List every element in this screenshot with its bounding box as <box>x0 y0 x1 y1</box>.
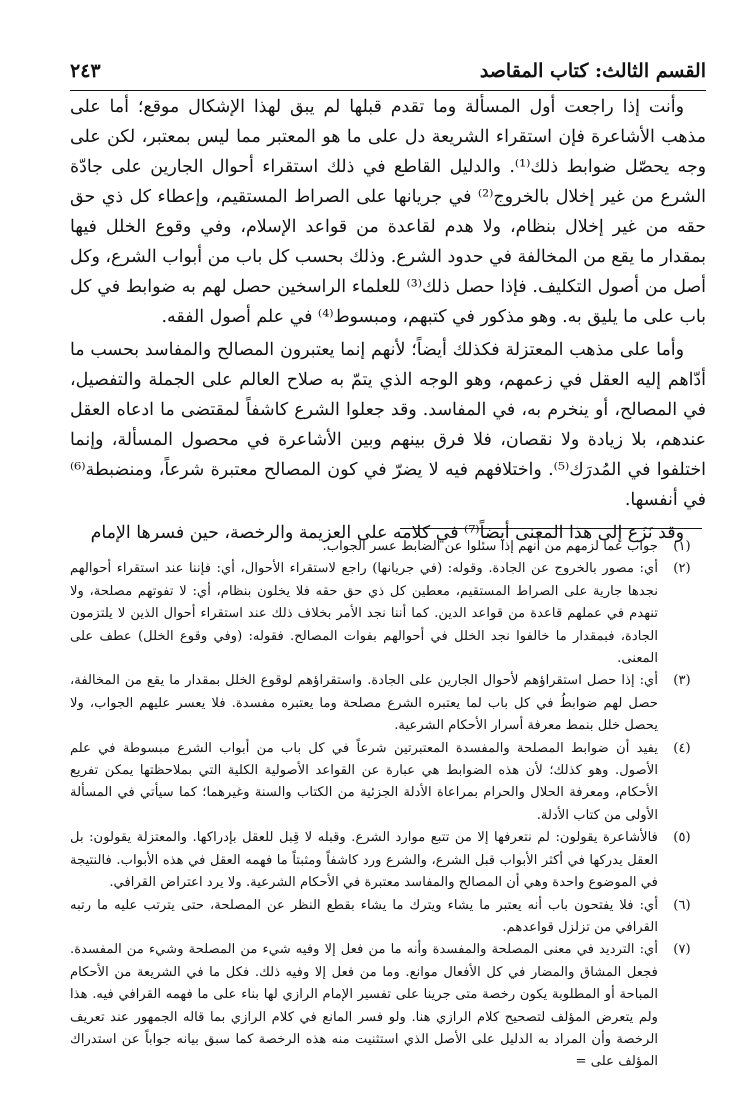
page-number: ٢٤٣ <box>70 60 101 82</box>
footnote-number: (١) <box>673 539 691 554</box>
footnote-text: أي: إذا حصل استقراؤهم لأحوال الجارين على الجادة. واستقراؤهم لوقوع الخلل بمقدار ما يقع من المخالفة، حصل لهم ضوابطُ في كل باب لما يعتبره الشرع مصلحة وما يعتبره مفسدة. فلا يعسر عليهم الجواب، ولا يحصل خلل بنمط معرفة أسرار الأحكام الشرعية. <box>70 673 658 734</box>
footnote-text: فالأشاعرة يقولون: لم نتعرفها إلا من تتبع موارد الشرع. وقبله لا قِبل للعقل بإدراكها. والمعتزلة يقولون: بل العقل يدركها في أكثر الأبواب قبل الشرع، والشرع ورد كاشفاً ومثبتاً ما فهمه العقل في هذه الأبواب. فالنتيجة في الموضوع واحدة وهي أن المصالح والمفاسد معتبرة في الأحكام الشرعية. ولا يرد اعتراض القرافي. <box>70 830 658 891</box>
footnote <box>70 827 706 894</box>
footnote <box>70 558 706 670</box>
footnote-number: (٧) <box>673 942 691 958</box>
footnotes <box>70 536 706 1074</box>
footnote-number: (٦) <box>673 897 691 913</box>
footnote <box>70 738 706 828</box>
footnote <box>70 895 706 940</box>
paragraph: وأنت إذا راجعت أول المسألة وما تقدم قبلها لم يبق لهذا الإشكال موقع؛ أما على مذهب الأشاعرة فإن استقراء الشريعة دل على ما هو المعتبر مما ليس بمعتبر، لكن على وجه يحصّل ضوابط ذلك⁽¹⁾. والدليل القاطع في ذلك استقراء أحوال الجارين على جادّة الشرع من غير إخلال بالخروج⁽²⁾ في جريانها على الصراط المستقيم، وإعطاء كل ذي حق حقه من غير إخلال بنظام، ولا هدم لقاعدة من قواعد الإسلام، وفي وقوع الخلل فيها بمقدار ما يقع من المخالفة في حدود الشرع. وذلك بحسب كل باب من أبواب الشرع، وكل أصل من أصول التكليف. فإذا حصل ذلك⁽³⁾ للعلماء الراسخين حصل لهم به ضوابط في كل باب على ما يليق به. وهو مذكور في كتبهم، ومبسوط⁽⁴⁾ في علم أصول الفقه. <box>70 97 706 327</box>
main-text <box>70 92 706 548</box>
footnote-text: أي: الترديد في معنى المصلحة والمفسدة وأنه ما من فعل إلا وفيه شيء من المصلحة وشيء من المفسدة. فجعل المشاق والمضار في كل الأفعال موانع. وما من فعل إلا وفيه ذلك. فكل ما في الشريعة من الأحكام المباحة أو المطلوبة يكون رخصة متى جرينا على تفسير الإمام الرازي لها بناء على ما فهمه القرافي فيه. هذا ولم يتعرض المؤلف لتصحيح كلام الرازي هنا. ولو فسر المانع في كلام الرازي بما قاله الجمهور عند تعريف الرخصة وأن المراد به الدليل على الأصل الذي استثنيت منه هذه الرخصة كما سبق بيانه جواباً عن استدراك المؤلف على = <box>70 942 658 1070</box>
footnote-text: أي: فلا يفتحون باب أنه يعتبر ما يشاء ويترك ما يشاء بقطع النظر عن المصلحة، حتى يترتب عليه ما رتبه القرافي من تزلزل قواعدهم. <box>70 897 658 935</box>
footnote-number: (٤) <box>673 740 691 756</box>
footnote-number: (٥) <box>673 830 691 846</box>
footnote-separator <box>400 528 702 529</box>
footnote-text: أي: مصور بالخروج عن الجادة. وقوله: (في جريانها) راجع لاستقراء الأحوال، أي: فإننا عند استقراء أحوالهم نجدها جارية على الصراط المستقيم، معطين كل ذي حق حقه فلا يخلون بنظام، أي: لا تفوتهم مصلحة، ولا تنهدم في عملهم قاعدة من قواعد الدين. كما أننا نجد الأمر بخلاف ذلك عند استقراء أحوال الذين لا يلتزمون الجادة، فبمقدار ما خالفوا نجد الخلل في أحوالهم بفوات المصالح. فقوله: (وفي وقوع الخلل) عطف على المعنى. <box>70 561 658 667</box>
footnote-number: (٢) <box>673 561 691 577</box>
footnote-text: جواب عما لزمهم من أنهم إذا سئلوا عن الضابط عسر الجواب. <box>322 539 658 554</box>
page-header <box>70 60 706 91</box>
footnote-number: (٣) <box>673 673 691 689</box>
footnote-text: يفيد أن ضوابط المصلحة والمفسدة المعتبرتين شرعاً في كل باب من أبواب الشرع مبسوطة في علم الأصول. وهو كذلك؛ لأن هذه الضوابط هي عبارة عن القواعد الأصولية الكلية التي بملاحظتها يمكن تفريع الأحكام، ومعرفة الحلال والحرام بمراعاة الأدلة الجزئية من الكتاب والسنة وغيرهما؛ كما سيأتي في المسألة الأولى من كتاب الأدلة. <box>70 740 658 823</box>
running-title: القسم الثالث: كتاب المقاصد <box>479 60 706 82</box>
footnote <box>70 670 706 737</box>
paragraph: وأما على مذهب المعتزلة فكذلك أيضاً؛ لأنهم إنما يعتبرون المصالح والمفاسد بحسب ما أدّاهم إليه العقل في زعمهم، وهو الوجه الذي يتمّ به صلاح العالم على الجملة والتفصيل، في المصالح، أو ينخرم به، في المفاسد. وقد جعلوا الشرع كاشفاً لمقتضى ما ادعاه العقل عندهم، بلا زيادة ولا نقصان، فلا فرق بينهم وبين الأشاعرة في محصول المسألة، وإنما اختلفوا في المُدرَك⁽⁵⁾. واختلافهم فيه لا يضرّ في كون المصالح معتبرة شرعاً، ومنضبطة⁽⁶⁾ في أنفسها. <box>70 340 706 510</box>
footnote <box>70 536 706 558</box>
paragraph: وقد نَزَع إلى هذا المعنى أيضاً⁽⁷⁾ في كلامه على العزيمة والرخصة، حين فسرها الإمام <box>90 523 684 543</box>
footnote <box>70 939 706 1073</box>
